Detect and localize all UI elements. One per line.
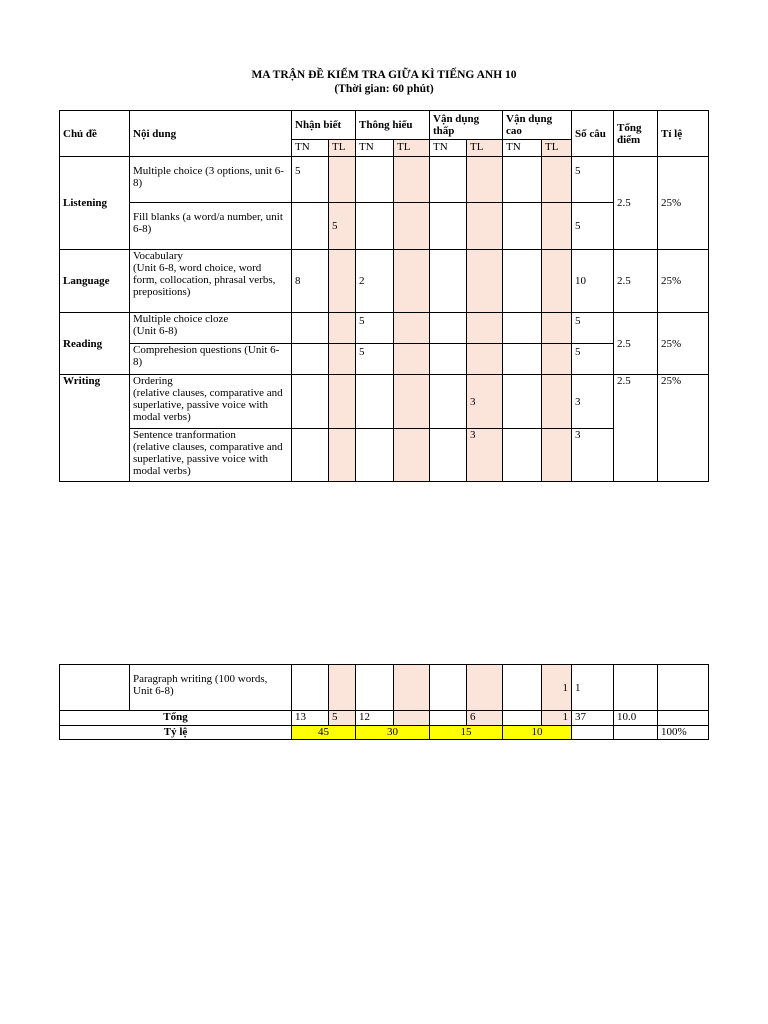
ratio-row (60, 726, 709, 740)
total-so-cau: 37 (572, 711, 614, 726)
so-cau-cell: 1 (572, 665, 614, 711)
ti-le-cell: 25% (658, 250, 709, 313)
value-cell: 8 (292, 250, 329, 313)
content-cell: Ordering (relative clauses, comparative and superlative, passive voice with modal verbs) (130, 375, 292, 429)
ratio-van-dung-thap: 15 (430, 726, 503, 740)
total-value: 6 (467, 711, 503, 726)
topic-writing: Writing (60, 375, 130, 482)
table-row (60, 429, 709, 482)
so-cau-cell: 3 (572, 429, 614, 482)
content-cell: Vocabulary (Unit 6-8, word choice, word form, collocation, phrasal verbs, prepositions) (130, 250, 292, 313)
content-cell: Sentence tranformation (relative clauses, comparative and superlative, passive voice with modal verbs) (130, 429, 292, 482)
header-so-cau: Số câu (572, 111, 614, 157)
total-value: 1 (542, 711, 572, 726)
ratio-label: Tỷ lệ (60, 726, 292, 740)
total-diem: 10.0 (614, 711, 658, 726)
ratio-van-dung-cao: 10 (503, 726, 572, 740)
so-cau-cell: 5 (572, 157, 614, 203)
header-ti-le: Tỉ lệ (658, 111, 709, 157)
subheader-tn: TN (356, 140, 394, 157)
so-cau-cell: 10 (572, 250, 614, 313)
ratio-total: 100% (658, 726, 709, 740)
table-row (60, 203, 709, 250)
topic-reading: Reading (60, 313, 130, 375)
so-cau-cell: 5 (572, 313, 614, 344)
value-cell: 5 (356, 344, 394, 375)
so-cau-cell: 5 (572, 344, 614, 375)
header-thong-hieu: Thông hiểu (356, 111, 430, 140)
header-tong-diem: Tổng điểm (614, 111, 658, 157)
content-cell: Paragraph writing (100 words, Unit 6-8) (130, 665, 292, 711)
content-cell: Fill blanks (a word/a number, unit 6-8) (130, 203, 292, 250)
subheader-tn: TN (503, 140, 542, 157)
document-title: MA TRẬN ĐỀ KIỂM TRA GIỮA KÌ TIẾNG ANH 10 (251, 69, 517, 81)
content-cell: Multiple choice (3 options, unit 6-8) (130, 157, 292, 203)
total-value: 5 (329, 711, 356, 726)
subheader-tl: TL (394, 140, 430, 157)
value-cell: 5 (329, 203, 356, 250)
tong-diem-cell: 2.5 (614, 250, 658, 313)
tong-diem-cell: 2.5 (614, 157, 658, 250)
so-cau-cell: 5 (572, 203, 614, 250)
content-cell: Multiple choice cloze (Unit 6-8) (130, 313, 292, 344)
table-row (60, 250, 709, 313)
ratio-thong-hieu: 30 (356, 726, 430, 740)
header-noi-dung: Nội dung (130, 111, 292, 157)
value-cell: 3 (467, 429, 503, 482)
subheader-tn: TN (430, 140, 467, 157)
total-value: 12 (356, 711, 394, 726)
content-cell: Comprehesion questions (Unit 6-8) (130, 344, 292, 375)
header-row (60, 111, 709, 140)
so-cau-cell: 3 (572, 375, 614, 429)
subheader-tl: TL (542, 140, 572, 157)
table-row (60, 344, 709, 375)
header-nhan-biet: Nhận biết (292, 111, 356, 140)
tong-diem-cell: 2.5 (614, 375, 658, 482)
value-cell: 3 (467, 375, 503, 429)
ratio-nhan-biet: 45 (292, 726, 356, 740)
topic-language: Language (60, 250, 130, 313)
table-row (60, 157, 709, 203)
value-cell: 1 (542, 665, 572, 711)
document-subtitle: (Thời gian: 60 phút) (334, 83, 434, 95)
header-van-dung-thap: Vận dụng thấp (430, 111, 503, 140)
header-chu-de: Chủ đề (60, 111, 130, 157)
ti-le-cell: 25% (658, 157, 709, 250)
value-cell: 5 (356, 313, 394, 344)
total-label: Tổng (60, 711, 292, 726)
value-cell: 2 (356, 250, 394, 313)
total-row (60, 711, 709, 726)
ti-le-cell: 25% (658, 313, 709, 375)
table-row (60, 665, 709, 711)
table-row (60, 375, 709, 429)
tong-diem-cell: 2.5 (614, 313, 658, 375)
header-van-dung-cao: Vận dụng cao (503, 111, 572, 140)
ti-le-cell: 25% (658, 375, 709, 482)
matrix-table (59, 110, 709, 482)
topic-listening: Listening (60, 157, 130, 250)
matrix-table-continued (59, 664, 709, 740)
value-cell: 5 (292, 157, 329, 203)
subheader-tn: TN (292, 140, 329, 157)
total-value: 13 (292, 711, 329, 726)
subheader-tl: TL (467, 140, 503, 157)
subheader-tl: TL (329, 140, 356, 157)
table-row (60, 313, 709, 344)
